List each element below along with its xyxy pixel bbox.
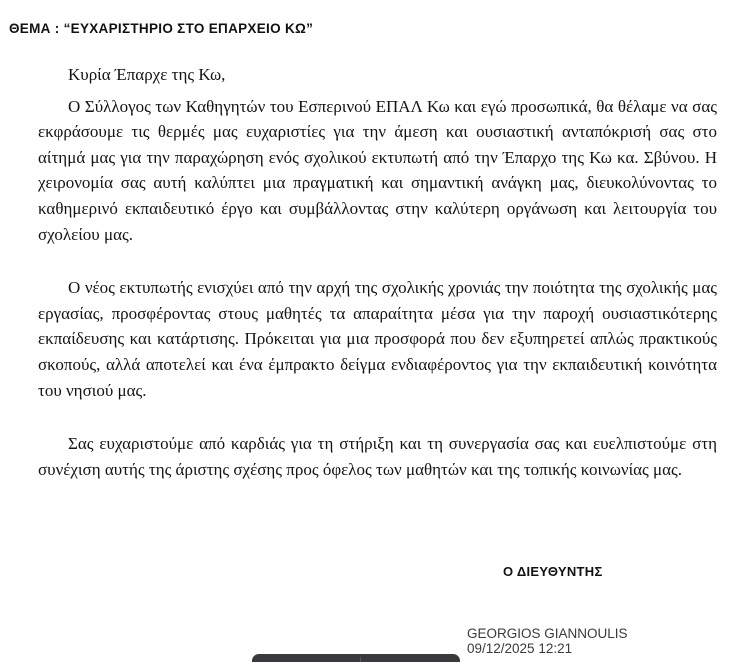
paragraph-1: Ο Σύλλογος των Καθηγητών του Εσπερινού ΕΠΑΛ Κω και εγώ προσωπικά, θα θέλαμε να σας εκφράσουμε τις θερμές μας ευχαριστίες για την άμεση και ουσιαστική ανταπόκρισή σας στο αίτημά μας για την παραχώρηση ενός σχολικού εκτυπωτή από την Έπαρχο της Κω κα. Σβύνου. Η χειρονομία σας αυτή καλύπτει μια πραγματική και σημαντική ανάγκη μας, διευκολύνοντας το καθημερινό εκπαιδευτικό έργο και συμβάλλοντας στην καλύτερη οργάνωση και λειτουργία του σχολείου μας. bbox=[38, 96, 717, 244]
paragraph-3: Σας ευχαριστούμε από καρδιάς για τη στήριξη και τη συνεργασία σας και ευελπιστούμε στη συνέχιση αυτής της άριστης σχέσης προς όφελος των μαθητών και της τοπικής κοινωνίας μας. bbox=[38, 434, 717, 479]
paragraph-2: Ο νέος εκτυπωτής ενισχύει από την αρχή της σχολικής χρονιάς την ποιότητα της σχολικής μας εργασίας, προσφέροντας στους μαθητές τα απαραίτητα μέσα για την παροχή ουσιαστικότερης εκπαίδευσης και κατάρτισης. Πρόκειται για μια προσφορά που δεν εξυπηρετεί απλώς πρακτικούς σκοπούς, αλλά αποτελεί και ένα έμπρακτο δείγμα ενδιαφέροντος για την εκπαιδευτική κοινότητα του νησιού μας. bbox=[38, 278, 717, 400]
bottom-toolbar[interactable] bbox=[252, 654, 460, 662]
letter-body bbox=[38, 62, 717, 510]
signature-datetime: 09/12/2025 12:21 bbox=[467, 641, 573, 656]
salutation: Κυρία Έπαρχε της Κω, bbox=[68, 65, 226, 84]
signature-stamp bbox=[467, 626, 628, 656]
closing-title: Ο ΔΙΕΥΘΥΝΤΗΣ bbox=[503, 564, 603, 579]
toolbar-divider bbox=[360, 657, 361, 662]
subject-line: ΘΕΜΑ : “ΕΥΧΑΡΙΣΤΗΡΙΟ ΣΤΟ ΕΠΑΡΧΕΙΟ ΚΩ” bbox=[9, 21, 314, 36]
signer-name: GEORGIOS GIANNOULIS bbox=[467, 626, 628, 641]
